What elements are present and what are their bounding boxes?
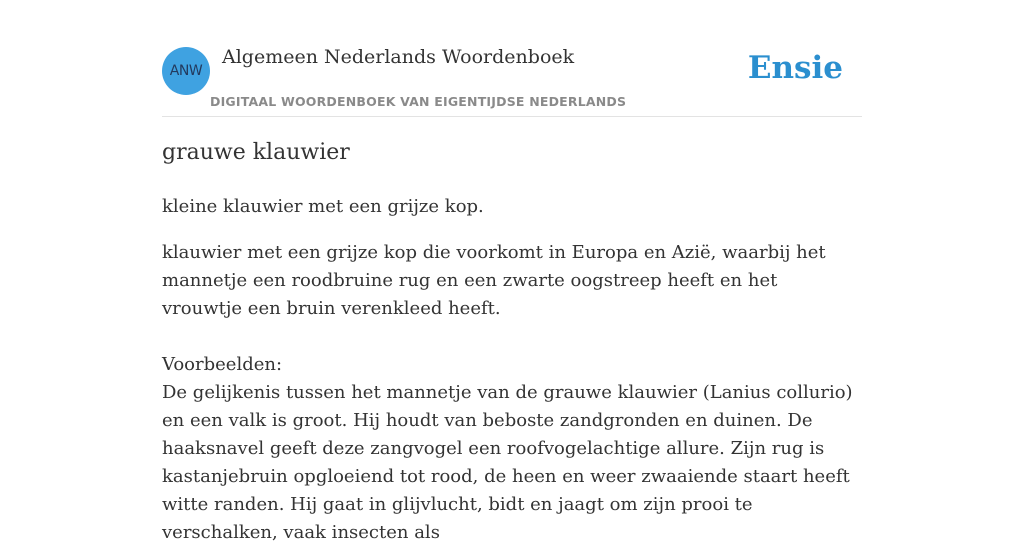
examples-label: Voorbeelden: (162, 354, 283, 375)
page-container (162, 0, 862, 543)
site-header (162, 0, 862, 117)
anw-logo[interactable]: ANW (162, 47, 210, 95)
site-subtitle: DIGITAAL WOORDENBOEK VAN EIGENTIJDSE NEDERLANDS (210, 94, 627, 109)
site-title[interactable]: Algemeen Nederlands Woordenboek (222, 46, 575, 68)
short-definition: kleine klauwier met een grijze kop. (162, 196, 484, 217)
examples-text: De gelijkenis tussen het mannetje van de grauwe klauwier (Lanius collurio) en een valk is groot. Hij houdt van beboste zandgronden en duinen. De haaksnavel geeft deze zangvogel een roofvogelachtige allure. Zijn rug is kastanjebruin opgloeiend tot rood, de heen en weer zwaaiende staart heeft witte randen. Hij gaat in glijvlucht, bidt en jaagt om zijn prooi te verschalken, vaak insecten als (162, 382, 853, 543)
entry-headword: grauwe klauwier (162, 140, 350, 165)
long-definition: klauwier met een grijze kop die voorkomt in Europa en Azië, waarbij het mannetje een roodbruine rug en een zwarte oogstreep heeft en het vrouwtje een bruin verenkleed heeft. (162, 242, 826, 319)
ensie-brand-link[interactable]: Ensie (747, 50, 843, 86)
